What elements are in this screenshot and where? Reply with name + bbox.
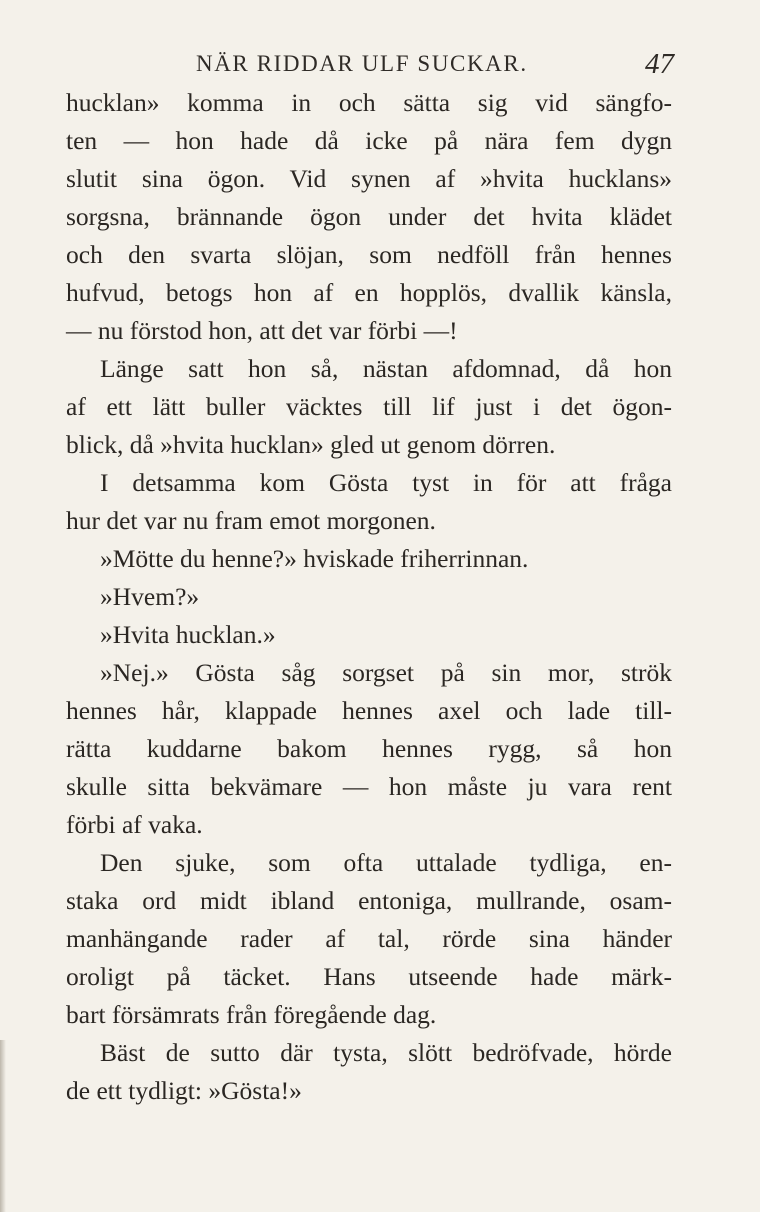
text-line: och den svarta slöjan, som nedföll från hennes <box>66 240 672 269</box>
text-line: sorgsna, brännande ögon under det hvita klädet <box>66 202 672 231</box>
text-line: förbi af vaka. <box>66 810 203 839</box>
text-line: hucklan» komma in och sätta sig vid sängfo- <box>66 88 672 117</box>
text-line: de ett tydligt: »Gösta!» <box>66 1076 302 1105</box>
text-line: I detsamma kom Gösta tyst in för att fråga <box>100 468 672 497</box>
text-line: »Hvem?» <box>100 582 200 611</box>
text-line: af ett lätt buller väcktes till lif just i det ögon- <box>66 392 672 421</box>
body-text <box>66 84 672 1110</box>
running-title: NÄR RIDDAR ULF SUCKAR. <box>196 51 528 76</box>
text-line: Den sjuke, som ofta uttalade tydliga, en- <box>100 848 672 877</box>
page-number: 47 <box>645 48 674 80</box>
text-line: Bäst de sutto där tysta, slött bedröfvade, hörde <box>100 1038 672 1067</box>
text-line: Länge satt hon så, nästan afdomnad, då hon <box>100 354 672 383</box>
running-head <box>0 44 760 84</box>
text-line: rätta kuddarne bakom hennes rygg, så hon <box>66 734 672 763</box>
text-line: »Nej.» Gösta såg sorgset på sin mor, strök <box>100 658 672 687</box>
text-line: oroligt på täcket. Hans utseende hade märk- <box>66 962 672 991</box>
text-line: »Hvita hucklan.» <box>100 620 276 649</box>
text-line: ten — hon hade då icke på nära fem dygn <box>66 126 672 155</box>
text-line: skulle sitta bekvämare — hon måste ju vara rent <box>66 772 672 801</box>
text-line: manhängande rader af tal, rörde sina händer <box>66 924 672 953</box>
text-line: slutit sina ögon. Vid synen af »hvita hucklans» <box>66 164 672 193</box>
text-line: staka ord midt ibland entoniga, mullrande, osam- <box>66 886 672 915</box>
text-line: — nu förstod hon, att det var förbi —! <box>66 316 458 345</box>
text-line: »Mötte du henne?» hviskade friherrinnan. <box>100 544 529 573</box>
text-line: hennes hår, klappade hennes axel och lade till- <box>66 696 672 725</box>
page-edge-shadow <box>0 1040 6 1212</box>
text-line: blick, då »hvita hucklan» gled ut genom dörren. <box>66 430 556 459</box>
text-line: hufvud, betogs hon af en hopplös, dvallik känsla, <box>66 278 672 307</box>
text-line: hur det var nu fram emot morgonen. <box>66 506 436 535</box>
text-line: bart försämrats från föregående dag. <box>66 1000 437 1029</box>
